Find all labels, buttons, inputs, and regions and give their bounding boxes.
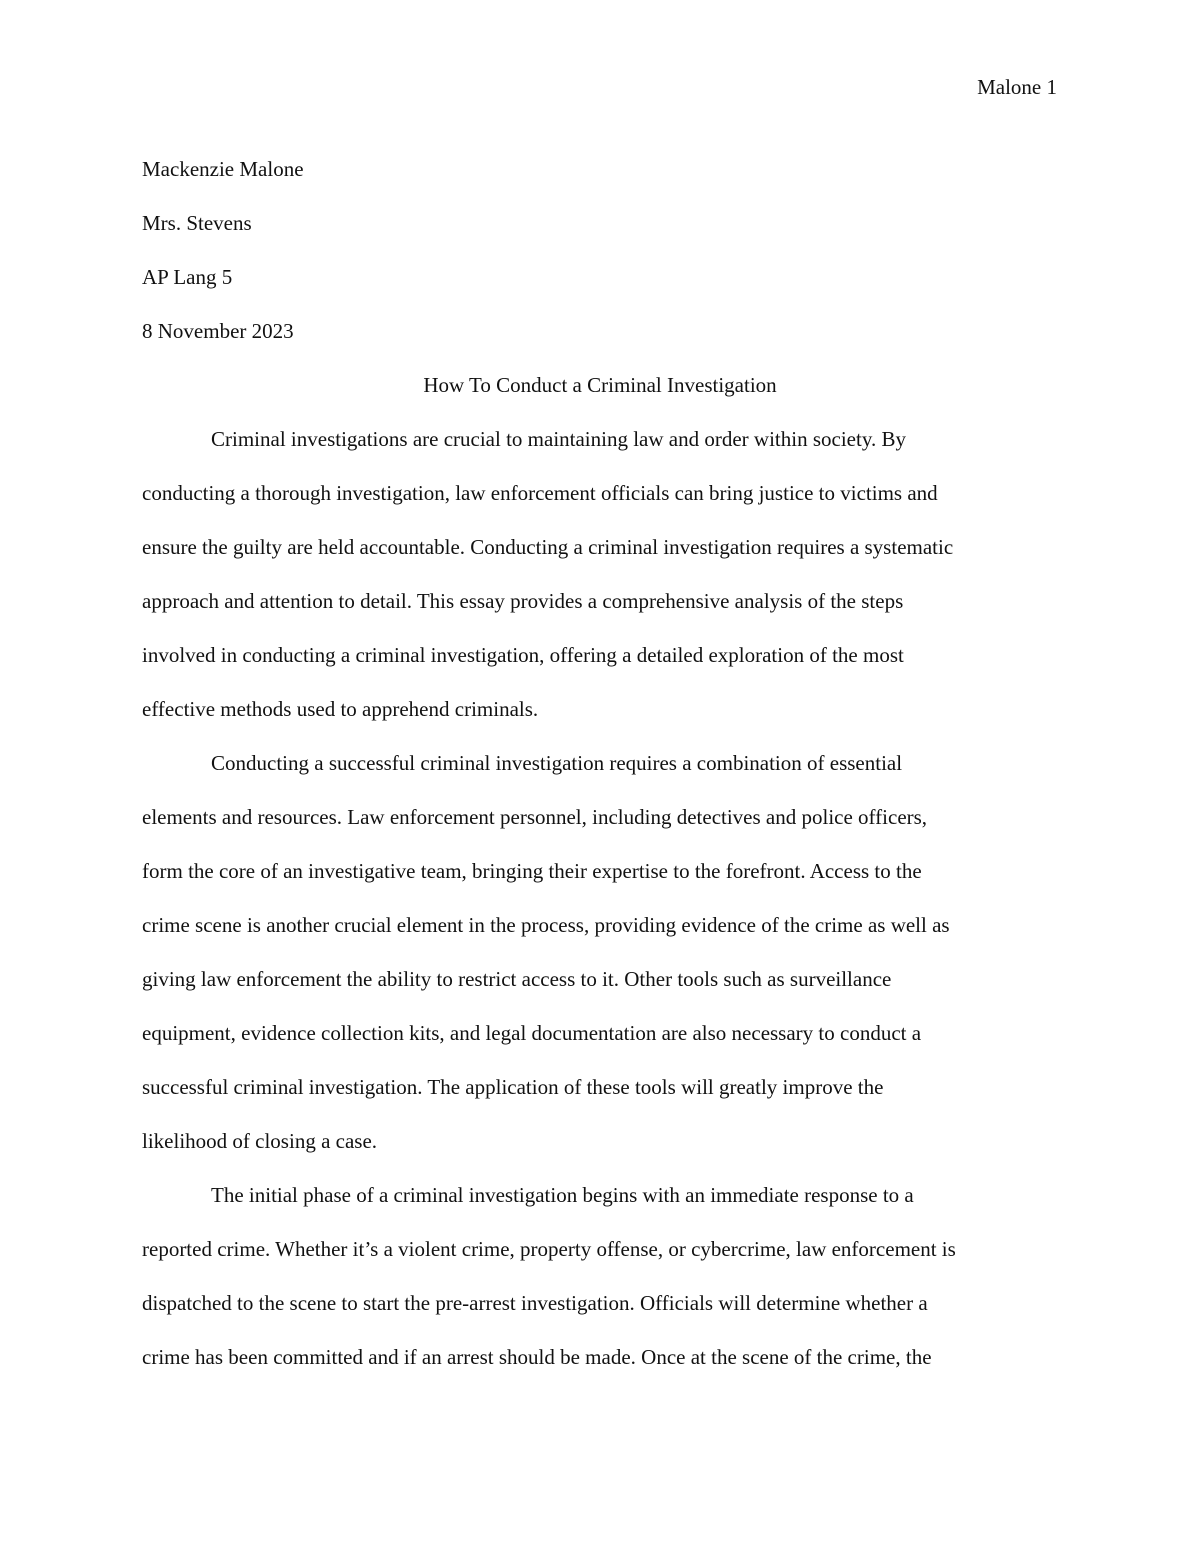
paragraph-line: dispatched to the scene to start the pre-arrest investigation. Officials will determine whether a — [142, 1291, 928, 1315]
essay-date: 8 November 2023 — [142, 319, 294, 343]
running-head: Malone 1 — [977, 75, 1057, 99]
paragraph-line: equipment, evidence collection kits, and legal documentation are also necessary to conduct a — [142, 1021, 922, 1045]
paragraph-line: elements and resources. Law enforcement personnel, including detectives and police officers, — [142, 805, 928, 829]
paragraph-line: form the core of an investigative team, bringing their expertise to the forefront. Access to the — [142, 859, 922, 883]
paragraph-line: crime scene is another crucial element in the process, providing evidence of the crime as well as — [142, 913, 950, 937]
paragraph-line: reported crime. Whether it’s a violent crime, property offense, or cybercrime, law enforcement is — [142, 1237, 956, 1261]
essay-body — [142, 142, 1058, 1384]
paragraph-line: Criminal investigations are crucial to maintaining law and order within society. By — [211, 427, 906, 451]
paragraph-line: effective methods used to apprehend criminals. — [142, 697, 539, 721]
paragraph-line: successful criminal investigation. The application of these tools will greatly improve the — [142, 1075, 884, 1099]
author-name: Mackenzie Malone — [142, 157, 304, 181]
course-name: AP Lang 5 — [142, 265, 233, 289]
paragraph-3 — [142, 1168, 1058, 1384]
essay-title: How To Conduct a Criminal Investigation — [423, 373, 777, 397]
paragraph-line: approach and attention to detail. This essay provides a comprehensive analysis of the steps — [142, 589, 904, 613]
paragraph-line: The initial phase of a criminal investigation begins with an immediate response to a — [211, 1183, 914, 1207]
paragraph-line: involved in conducting a criminal investigation, offering a detailed exploration of the most — [142, 643, 904, 667]
paragraph-1 — [142, 412, 1058, 736]
paragraph-line: ensure the guilty are held accountable. Conducting a criminal investigation requires a systematic — [142, 535, 954, 559]
instructor-name: Mrs. Stevens — [142, 211, 252, 235]
paragraph-line: conducting a thorough investigation, law enforcement officials can bring justice to victims and — [142, 481, 938, 505]
paragraph-2 — [142, 736, 1058, 1168]
paragraph-line: likelihood of closing a case. — [142, 1129, 378, 1153]
paragraph-line: giving law enforcement the ability to restrict access to it. Other tools such as surveillance — [142, 967, 892, 991]
paragraph-line: Conducting a successful criminal investigation requires a combination of essential — [211, 751, 903, 775]
paragraph-line: crime has been committed and if an arrest should be made. Once at the scene of the crime, the — [142, 1345, 932, 1369]
